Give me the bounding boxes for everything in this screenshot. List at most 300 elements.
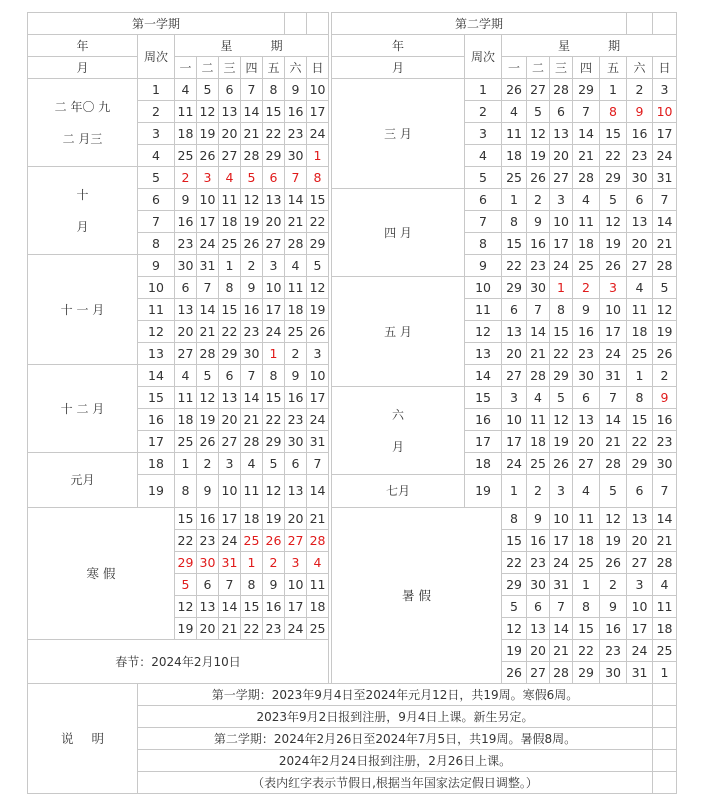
day-cell: 5	[263, 453, 285, 475]
separator	[329, 255, 332, 277]
day-cell: 3	[285, 552, 307, 574]
day-cell: 26	[241, 233, 263, 255]
day-cell: 24	[550, 552, 573, 574]
weekday-label: 二	[197, 57, 219, 79]
day-cell: 29	[307, 233, 329, 255]
day-cell: 30	[197, 552, 219, 574]
day-cell: 24	[502, 453, 527, 475]
week-number: 15	[138, 387, 175, 409]
day-cell: 1	[502, 189, 527, 211]
day-cell: 8	[502, 508, 527, 530]
day-cell: 15	[502, 530, 527, 552]
week-number: 7	[138, 211, 175, 233]
blank-cell	[653, 772, 677, 794]
day-cell: 2	[175, 167, 197, 189]
month-header: 月	[332, 57, 465, 79]
day-cell: 12	[653, 299, 677, 321]
week-number: 9	[465, 255, 502, 277]
day-cell: 18	[502, 145, 527, 167]
day-cell: 17	[219, 508, 241, 530]
day-cell: 11	[653, 596, 677, 618]
day-cell: 28	[600, 453, 627, 475]
day-cell: 16	[527, 530, 550, 552]
day-cell: 12	[197, 101, 219, 123]
month-header: 月	[28, 57, 138, 79]
day-cell: 2	[263, 552, 285, 574]
day-cell: 4	[527, 387, 550, 409]
day-cell: 18	[175, 409, 197, 431]
day-cell: 6	[219, 79, 241, 101]
day-cell: 16	[653, 409, 677, 431]
day-cell: 27	[502, 365, 527, 387]
day-cell: 29	[219, 343, 241, 365]
week-number: 4	[138, 145, 175, 167]
day-cell: 12	[502, 618, 527, 640]
day-cell: 15	[263, 101, 285, 123]
day-cell: 2	[627, 79, 653, 101]
day-cell: 8	[627, 387, 653, 409]
weekday-label: 四	[241, 57, 263, 79]
day-cell: 29	[502, 277, 527, 299]
day-cell: 16	[573, 321, 600, 343]
day-cell: 26	[600, 552, 627, 574]
day-cell: 27	[527, 662, 550, 684]
day-cell: 28	[653, 255, 677, 277]
day-cell: 15	[219, 299, 241, 321]
weekday-label: 六	[627, 57, 653, 79]
day-cell: 21	[219, 618, 241, 640]
day-cell: 13	[502, 321, 527, 343]
day-cell: 9	[263, 574, 285, 596]
day-cell: 18	[241, 508, 263, 530]
day-cell: 27	[627, 552, 653, 574]
day-cell: 3	[550, 475, 573, 508]
day-cell: 19	[550, 431, 573, 453]
day-cell: 26	[502, 662, 527, 684]
day-cell: 8	[502, 211, 527, 233]
day-cell: 6	[527, 596, 550, 618]
day-cell: 10	[550, 211, 573, 233]
day-cell: 26	[197, 431, 219, 453]
day-cell: 18	[573, 530, 600, 552]
day-cell: 7	[307, 453, 329, 475]
day-cell: 1	[627, 365, 653, 387]
day-cell: 2	[653, 365, 677, 387]
separator	[329, 640, 332, 662]
day-cell: 4	[573, 189, 600, 211]
day-cell: 24	[219, 530, 241, 552]
day-cell: 30	[527, 277, 550, 299]
day-cell: 4	[285, 255, 307, 277]
day-cell: 22	[263, 123, 285, 145]
day-cell: 23	[527, 255, 550, 277]
day-cell: 23	[285, 123, 307, 145]
day-cell: 10	[263, 277, 285, 299]
day-cell: 12	[197, 387, 219, 409]
day-cell: 29	[263, 431, 285, 453]
week-number: 18	[465, 453, 502, 475]
weekday-label: 日	[653, 57, 677, 79]
day-cell: 10	[627, 596, 653, 618]
day-cell: 20	[550, 145, 573, 167]
day-cell: 13	[627, 508, 653, 530]
day-cell: 18	[219, 211, 241, 233]
day-cell: 26	[197, 145, 219, 167]
day-cell: 8	[219, 277, 241, 299]
day-cell: 22	[175, 530, 197, 552]
month-label: 五 月	[332, 277, 465, 387]
day-cell: 17	[197, 211, 219, 233]
day-cell: 11	[241, 475, 263, 508]
day-cell: 31	[653, 167, 677, 189]
day-cell: 17	[307, 101, 329, 123]
week-number: 6	[138, 189, 175, 211]
day-cell: 23	[175, 233, 197, 255]
day-cell: 4	[573, 475, 600, 508]
day-cell: 31	[600, 365, 627, 387]
day-cell: 1	[263, 343, 285, 365]
day-cell: 18	[307, 596, 329, 618]
week-number: 12	[465, 321, 502, 343]
day-cell: 11	[573, 211, 600, 233]
day-cell: 9	[527, 211, 550, 233]
blank-cell	[653, 728, 677, 750]
day-cell: 17	[600, 321, 627, 343]
day-cell: 1	[175, 453, 197, 475]
day-cell: 18	[285, 299, 307, 321]
day-cell: 30	[285, 145, 307, 167]
day-cell: 3	[197, 167, 219, 189]
week-number: 11	[465, 299, 502, 321]
blank-cell	[627, 13, 653, 35]
summer-vacation-label: 暑 假	[332, 508, 502, 684]
sem1-title: 第一学期	[28, 13, 285, 35]
day-cell: 26	[502, 79, 527, 101]
day-cell: 19	[502, 640, 527, 662]
day-cell: 18	[573, 233, 600, 255]
day-cell: 22	[600, 145, 627, 167]
day-cell: 17	[627, 618, 653, 640]
day-cell: 7	[653, 189, 677, 211]
week-number: 8	[465, 233, 502, 255]
day-cell: 20	[219, 409, 241, 431]
day-cell: 3	[219, 453, 241, 475]
day-cell: 25	[285, 321, 307, 343]
week-number: 17	[138, 431, 175, 453]
week-number: 5	[465, 167, 502, 189]
week-number: 13	[465, 343, 502, 365]
day-cell: 14	[550, 618, 573, 640]
day-cell: 27	[175, 343, 197, 365]
day-cell: 10	[550, 508, 573, 530]
day-cell: 13	[550, 123, 573, 145]
month-label: 十 二 月	[28, 365, 138, 453]
day-cell: 14	[285, 189, 307, 211]
day-cell: 10	[653, 101, 677, 123]
week-number: 14	[138, 365, 175, 387]
day-cell: 16	[285, 101, 307, 123]
day-cell: 28	[285, 233, 307, 255]
day-cell: 17	[263, 299, 285, 321]
week-number: 3	[465, 123, 502, 145]
day-cell: 20	[527, 640, 550, 662]
day-cell: 19	[175, 618, 197, 640]
week-number: 13	[138, 343, 175, 365]
day-cell: 12	[527, 123, 550, 145]
day-cell: 27	[219, 145, 241, 167]
day-cell: 3	[263, 255, 285, 277]
day-cell: 3	[600, 277, 627, 299]
day-cell: 9	[653, 387, 677, 409]
day-cell: 17	[653, 123, 677, 145]
day-cell: 3	[307, 343, 329, 365]
day-cell: 16	[241, 299, 263, 321]
month-label: 十 一 月	[28, 255, 138, 365]
day-cell: 21	[550, 640, 573, 662]
day-cell: 21	[197, 321, 219, 343]
day-cell: 12	[550, 409, 573, 431]
day-cell: 30	[285, 431, 307, 453]
month-label: 元月	[28, 453, 138, 508]
day-cell: 2	[527, 475, 550, 508]
week-number: 10	[138, 277, 175, 299]
day-cell: 23	[573, 343, 600, 365]
month-label: 二 年〇 九 二 月三	[28, 79, 138, 167]
day-cell: 22	[573, 640, 600, 662]
day-cell: 28	[550, 662, 573, 684]
day-cell: 5	[600, 189, 627, 211]
blank-cell	[307, 13, 329, 35]
week-number: 7	[465, 211, 502, 233]
day-cell: 21	[307, 508, 329, 530]
day-cell: 29	[550, 365, 573, 387]
day-cell: 9	[285, 79, 307, 101]
day-cell: 9	[197, 475, 219, 508]
day-cell: 5	[653, 277, 677, 299]
day-cell: 10	[600, 299, 627, 321]
weekday-label: 一	[175, 57, 197, 79]
day-cell: 10	[219, 475, 241, 508]
day-cell: 21	[653, 530, 677, 552]
day-cell: 19	[600, 530, 627, 552]
separator	[329, 431, 332, 453]
day-cell: 4	[502, 101, 527, 123]
day-cell: 23	[285, 409, 307, 431]
weekday-label: 一	[502, 57, 527, 79]
day-cell: 26	[263, 530, 285, 552]
separator	[329, 409, 332, 431]
day-cell: 11	[219, 189, 241, 211]
day-cell: 24	[653, 145, 677, 167]
day-cell: 16	[627, 123, 653, 145]
day-cell: 25	[219, 233, 241, 255]
separator	[329, 596, 332, 618]
day-cell: 3	[502, 387, 527, 409]
day-cell: 27	[285, 530, 307, 552]
day-cell: 11	[175, 101, 197, 123]
day-cell: 20	[175, 321, 197, 343]
day-cell: 22	[627, 431, 653, 453]
day-cell: 23	[197, 530, 219, 552]
day-cell: 7	[527, 299, 550, 321]
note-line: 2024年2月24日报到注册，2月26日上课。	[138, 750, 653, 772]
week-number: 2	[138, 101, 175, 123]
week-number: 3	[138, 123, 175, 145]
day-cell: 20	[502, 343, 527, 365]
day-cell: 22	[307, 211, 329, 233]
day-cell: 4	[627, 277, 653, 299]
week-number: 11	[138, 299, 175, 321]
day-cell: 2	[527, 189, 550, 211]
day-cell: 27	[219, 431, 241, 453]
day-cell: 10	[197, 189, 219, 211]
day-cell: 1	[573, 574, 600, 596]
separator	[329, 453, 332, 475]
day-cell: 8	[263, 365, 285, 387]
day-cell: 24	[307, 123, 329, 145]
day-cell: 7	[653, 475, 677, 508]
day-cell: 2	[241, 255, 263, 277]
day-cell: 18	[175, 123, 197, 145]
day-cell: 20	[263, 211, 285, 233]
day-cell: 2	[197, 453, 219, 475]
day-cell: 29	[600, 167, 627, 189]
week-number: 1	[465, 79, 502, 101]
month-label: 六 月	[332, 387, 465, 475]
week-number: 1	[138, 79, 175, 101]
day-cell: 8	[263, 79, 285, 101]
day-cell: 19	[600, 233, 627, 255]
day-cell: 19	[197, 409, 219, 431]
week-no-header: 周次	[138, 35, 175, 79]
day-cell: 28	[653, 552, 677, 574]
day-cell: 26	[600, 255, 627, 277]
day-cell: 7	[285, 167, 307, 189]
day-cell: 21	[573, 145, 600, 167]
separator	[329, 211, 332, 233]
day-cell: 2	[573, 277, 600, 299]
day-cell: 17	[502, 431, 527, 453]
blank-cell	[653, 13, 677, 35]
weekday-label: 六	[285, 57, 307, 79]
separator	[329, 233, 332, 255]
separator	[329, 574, 332, 596]
day-cell: 10	[307, 79, 329, 101]
day-cell: 10	[285, 574, 307, 596]
notes-label: 说 明	[28, 684, 138, 794]
day-cell: 13	[219, 387, 241, 409]
month-label: 七月	[332, 475, 465, 508]
week-number: 15	[465, 387, 502, 409]
day-cell: 4	[175, 365, 197, 387]
day-cell: 27	[550, 167, 573, 189]
day-cell: 14	[197, 299, 219, 321]
day-cell: 19	[527, 145, 550, 167]
winter-vacation-label: 寒 假	[28, 508, 175, 640]
day-cell: 26	[527, 167, 550, 189]
day-cell: 7	[219, 574, 241, 596]
day-cell: 21	[527, 343, 550, 365]
day-cell: 18	[527, 431, 550, 453]
day-cell: 13	[527, 618, 550, 640]
day-cell: 30	[241, 343, 263, 365]
day-cell: 18	[627, 321, 653, 343]
day-cell: 11	[307, 574, 329, 596]
day-cell: 16	[600, 618, 627, 640]
day-cell: 30	[573, 365, 600, 387]
day-cell: 22	[241, 618, 263, 640]
week-number: 5	[138, 167, 175, 189]
day-cell: 5	[307, 255, 329, 277]
month-label: 四 月	[332, 189, 465, 277]
day-cell: 11	[573, 508, 600, 530]
day-cell: 31	[550, 574, 573, 596]
week-number: 16	[138, 409, 175, 431]
day-cell: 24	[600, 343, 627, 365]
day-cell: 13	[263, 189, 285, 211]
separator	[329, 321, 332, 343]
day-cell: 20	[627, 530, 653, 552]
day-cell: 8	[600, 101, 627, 123]
day-cell: 22	[550, 343, 573, 365]
week-number: 14	[465, 365, 502, 387]
day-cell: 13	[175, 299, 197, 321]
day-cell: 31	[197, 255, 219, 277]
day-cell: 14	[241, 101, 263, 123]
day-cell: 31	[627, 662, 653, 684]
day-cell: 13	[573, 409, 600, 431]
day-cell: 15	[573, 618, 600, 640]
day-cell: 5	[241, 167, 263, 189]
weekday-label: 三	[219, 57, 241, 79]
day-cell: 22	[502, 552, 527, 574]
day-cell: 9	[527, 508, 550, 530]
blank-cell	[285, 13, 307, 35]
day-cell: 4	[241, 453, 263, 475]
day-cell: 8	[550, 299, 573, 321]
day-cell: 10	[502, 409, 527, 431]
day-cell: 14	[600, 409, 627, 431]
day-cell: 29	[627, 453, 653, 475]
day-cell: 12	[175, 596, 197, 618]
day-cell: 19	[653, 321, 677, 343]
note-line: 2023年9月2日报到注册，9月4日上课。新生另定。	[138, 706, 653, 728]
day-cell: 28	[241, 145, 263, 167]
week-number: 4	[465, 145, 502, 167]
day-cell: 26	[550, 453, 573, 475]
day-cell: 6	[627, 189, 653, 211]
day-cell: 19	[263, 508, 285, 530]
day-cell: 24	[627, 640, 653, 662]
day-cell: 30	[653, 453, 677, 475]
day-cell: 2	[600, 574, 627, 596]
day-cell: 5	[527, 101, 550, 123]
day-cell: 5	[502, 596, 527, 618]
week-number: 18	[138, 453, 175, 475]
day-cell: 7	[600, 387, 627, 409]
day-cell: 29	[573, 79, 600, 101]
school-calendar	[27, 12, 677, 794]
week-number: 19	[465, 475, 502, 508]
day-cell: 16	[263, 596, 285, 618]
day-cell: 24	[263, 321, 285, 343]
separator	[329, 530, 332, 552]
day-cell: 21	[285, 211, 307, 233]
day-cell: 24	[197, 233, 219, 255]
day-cell: 21	[653, 233, 677, 255]
day-cell: 22	[263, 409, 285, 431]
day-cell: 20	[573, 431, 600, 453]
